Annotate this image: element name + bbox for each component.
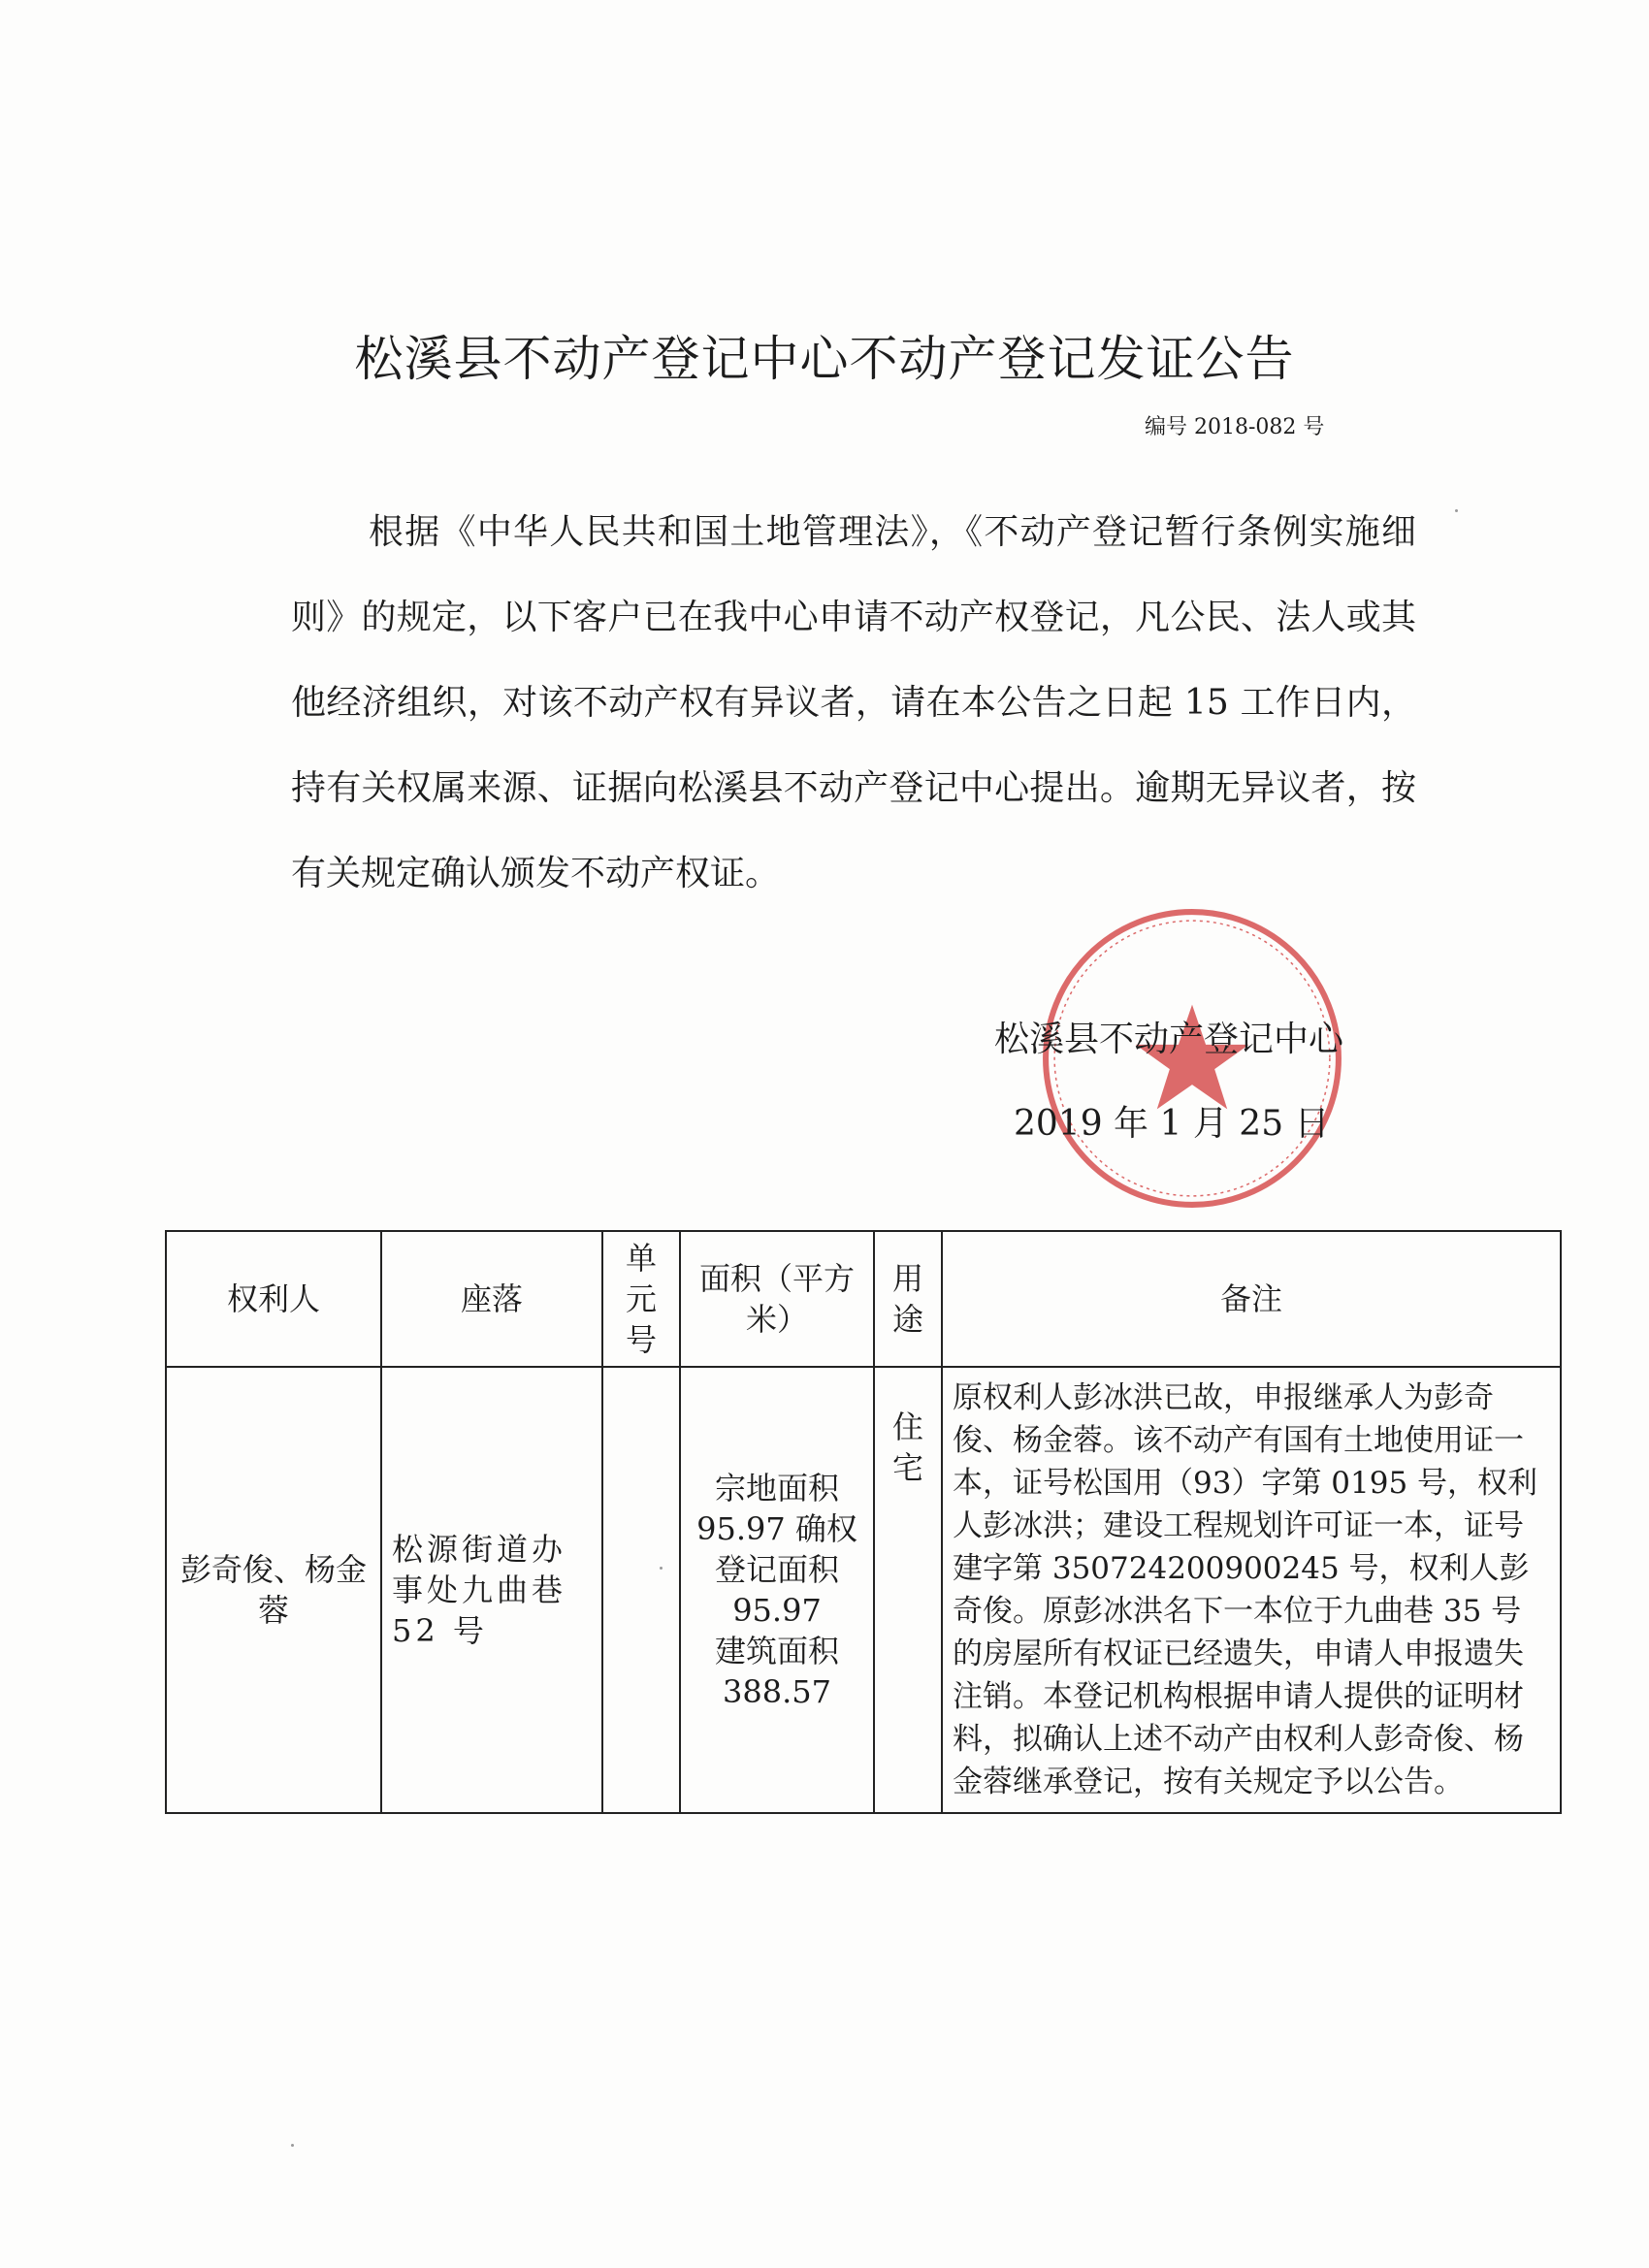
cell-area-building: 建筑面积 388.57 (714, 1633, 839, 1710)
cell-use (874, 1367, 942, 1813)
cell-location: 松源街道办事处九曲巷 52 号 (381, 1367, 602, 1813)
scan-speck (1455, 509, 1458, 512)
header-unit-label: 单元号 (625, 1240, 657, 1358)
document-title: 松溪县不动产登记中心不动产登记发证公告 (354, 331, 1295, 387)
cell-area-land: 宗地面积 95.97 确权登记面积 95.97 (696, 1470, 857, 1629)
table-row (166, 1367, 1561, 1813)
header-location: 座落 (381, 1231, 602, 1367)
registration-table (165, 1230, 1562, 1814)
scan-speck (291, 2144, 294, 2147)
table-header-row (166, 1231, 1561, 1367)
cell-holder: 彭奇俊、杨金蓉 (166, 1367, 381, 1813)
header-area: 面积（平方米） (680, 1231, 874, 1367)
cell-area (680, 1367, 874, 1813)
header-use (874, 1231, 942, 1367)
header-unit (602, 1231, 680, 1367)
document-number: 编号 2018-082 号 (1145, 415, 1325, 439)
notice-body: 根据《中华人民共和国土地管理法》，《不动产登记暂行条例实施细则》的规定，以下客户已在我中心申请不动产权登记，凡公民、法人或其他经济组织，对该不动产权有异议者，请在本公告之日起 15 工作日内，持有关权属来源、证据向松溪县不动产登记中心提出。逾期无异议者，按有关规定确认颁发不动产权证。 (291, 512, 1416, 893)
header-remarks: 备注 (942, 1231, 1561, 1367)
scan-speck (660, 1567, 663, 1570)
cell-unit (602, 1367, 680, 1813)
issuer-name: 松溪县不动产登记中心 (994, 1020, 1344, 1059)
header-holder: 权利人 (166, 1231, 381, 1367)
issue-date: 2019 年 1 月 25 日 (1014, 1104, 1330, 1144)
cell-remarks: 原权利人彭冰洪已故，申报继承人为彭奇俊、杨金蓉。该不动产有国有土地使用证一本，证号松国用（93）字第 0195 号，权利人彭冰洪；建设工程规划许可证一本，证号建字第 350724200900245 号，权利人彭奇俊。原彭冰洪名下一本位于九曲巷 35 号的房屋所有权证已经遗失，申请人申报遗失注销。本登记机构根据申请人提供的证明材料，拟确认上述不动产由权利人彭奇俊、杨金蓉继承登记，按有关规定予以公告。 (942, 1367, 1561, 1813)
cell-use-label: 住宅 (891, 1409, 923, 1486)
header-use-label: 用途 (891, 1260, 923, 1338)
